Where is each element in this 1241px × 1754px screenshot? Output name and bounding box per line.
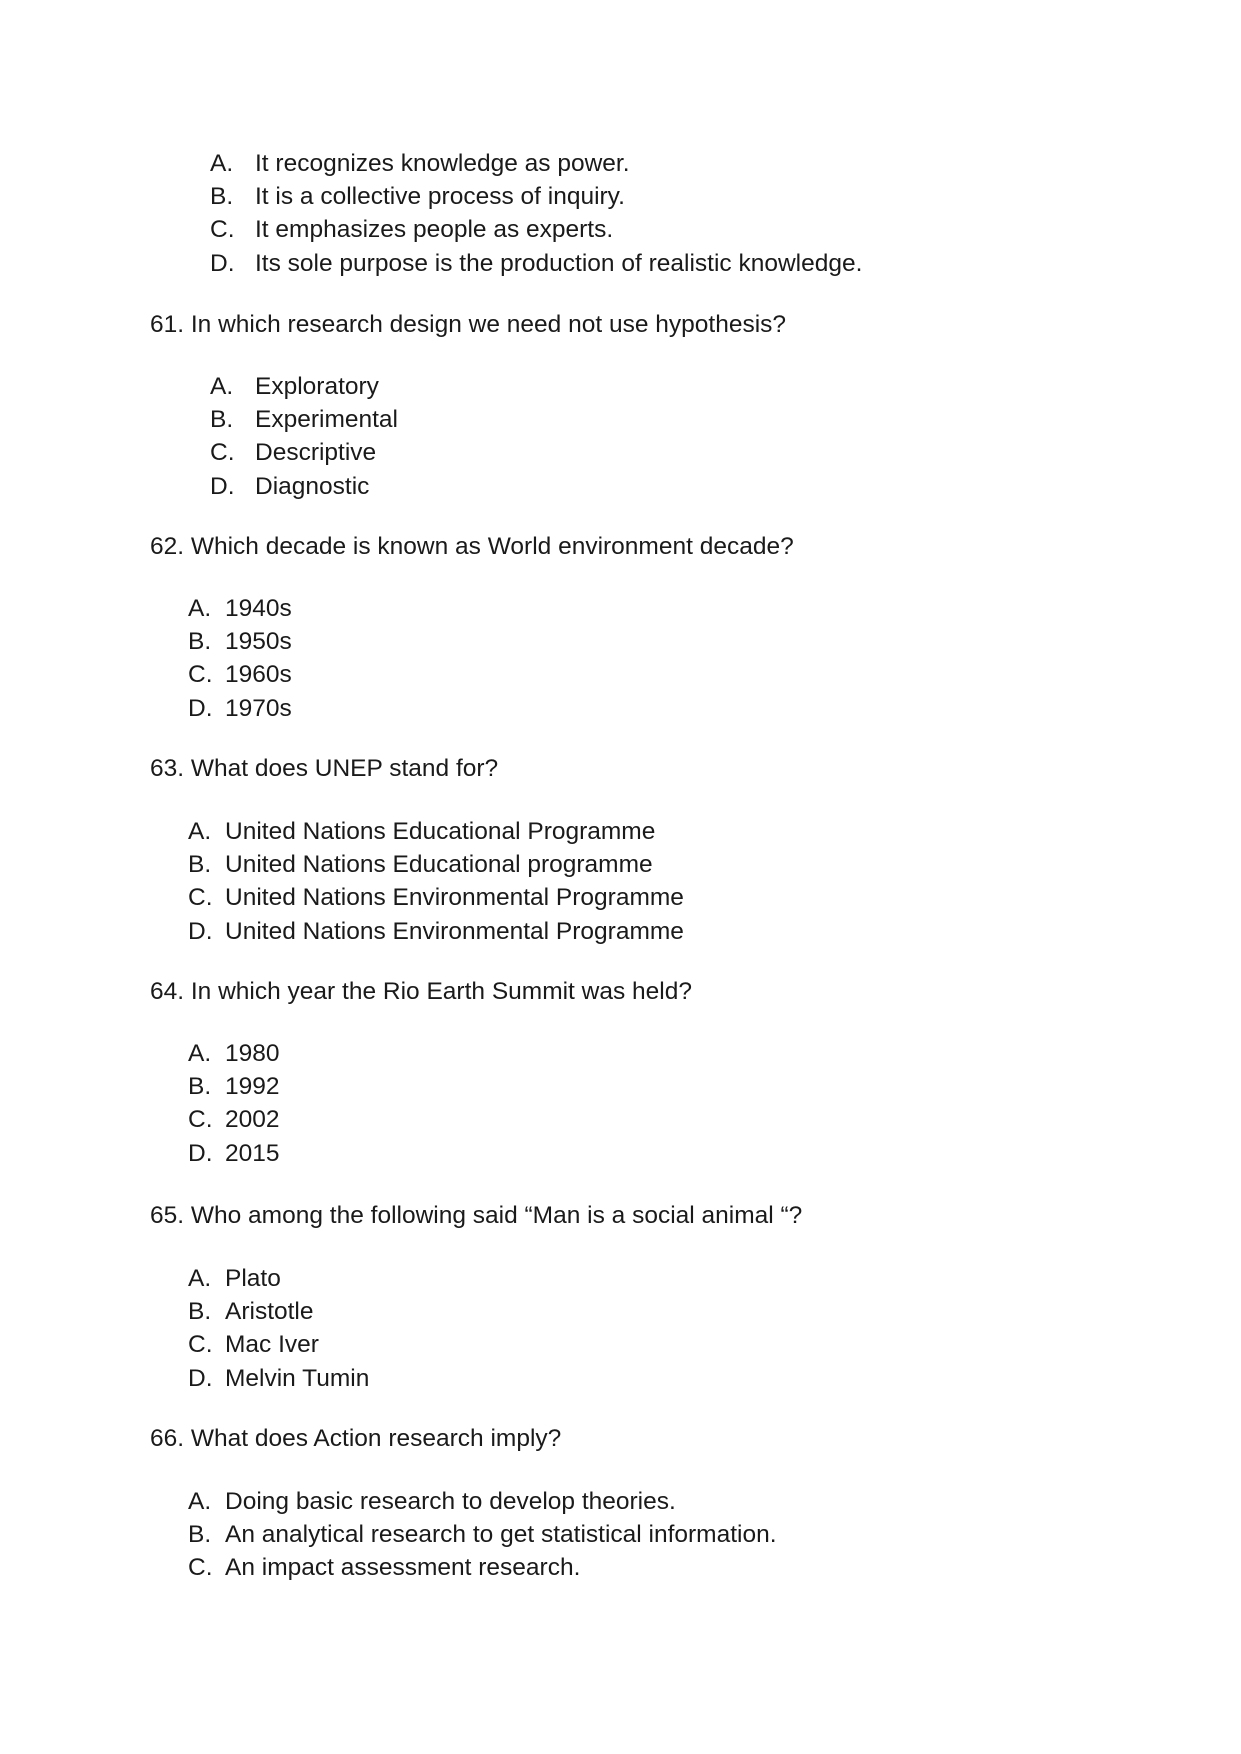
option-a [210,147,862,180]
option-letter: C. [188,661,213,689]
option-letter: A. [210,150,234,177]
option-letter: C. [188,1554,213,1582]
option-letter: A. [188,818,212,845]
question-64 [150,977,692,1007]
option-a [188,592,292,625]
option-d [188,1362,369,1395]
option-letter: A. [188,595,212,622]
options-list [188,815,684,948]
question-text: 64. In which year the Rio Earth Summit was held? [150,978,692,1005]
option-text: Diagnostic [255,472,370,500]
options-list [188,1037,280,1170]
option-text: Descriptive [255,439,377,467]
option-letter: B. [188,851,212,879]
option-text: 1970s [225,694,292,722]
option-a [188,1037,280,1070]
option-text: 1980 [225,1040,280,1067]
options-list [210,147,862,280]
question-text: 63. What does UNEP stand for? [150,755,499,782]
option-letter: C. [210,216,235,244]
option-letter: D. [210,249,235,277]
option-letter: A. [188,1265,212,1292]
option-a [210,370,398,403]
option-letter: D. [188,694,213,722]
option-d [188,915,684,948]
option-letter: B. [188,1298,212,1326]
option-letter: D. [188,917,213,945]
option-text: Plato [225,1265,281,1292]
option-d [188,692,292,725]
option-letter: C. [188,884,213,912]
option-text: Mac Iver [225,1331,319,1359]
option-letter: C. [188,1106,213,1134]
option-c [210,213,862,246]
option-text: It is a collective process of inquiry. [255,183,625,211]
option-text: 1992 [225,1073,280,1101]
option-text: 2015 [225,1139,280,1167]
question-61 [150,310,786,340]
option-text: United Nations Educational Programme [225,818,656,845]
option-letter: B. [210,406,234,434]
option-letter: B. [188,628,212,656]
options-list [188,592,292,725]
question-66 [150,1424,561,1454]
option-letter: D. [188,1139,213,1167]
option-text: United Nations Educational programme [225,851,653,879]
question-63 [150,754,498,784]
option-c [188,881,684,914]
option-b [210,180,862,213]
option-b [188,1518,777,1551]
option-text: 1950s [225,628,292,656]
option-a [188,1485,777,1518]
option-text: 1940s [225,595,292,622]
option-b [188,848,684,881]
option-letter: C. [210,439,235,467]
question-text: 62. Which decade is known as World environment decade? [150,533,794,560]
question-text: 61. In which research design we need not use hypothesis? [150,311,787,338]
option-b [210,403,398,436]
option-text: United Nations Environmental Programme [225,917,684,945]
option-letter: D. [188,1364,213,1392]
option-letter: C. [188,1331,213,1359]
option-text: 1960s [225,661,292,689]
options-list [188,1262,369,1395]
option-text: Experimental [255,406,398,434]
options-list [188,1485,777,1585]
option-text: United Nations Environmental Programme [225,884,684,912]
option-text: Aristotle [225,1298,314,1326]
question-text: 66. What does Action research imply? [150,1425,562,1452]
option-c [188,658,292,691]
option-c [210,436,398,469]
option-text: Its sole purpose is the production of realistic knowledge. [255,249,863,277]
option-letter: B. [188,1073,212,1101]
option-text: It recognizes knowledge as power. [255,150,630,177]
option-c [188,1103,280,1136]
option-text: It emphasizes people as experts. [255,216,614,244]
option-letter: D. [210,472,235,500]
option-d [188,1137,280,1170]
option-b [188,1070,280,1103]
option-letter: A. [188,1488,212,1515]
option-c [188,1328,369,1361]
option-letter: A. [210,373,234,400]
option-a [188,815,684,848]
question-text: 65. Who among the following said “Man is a social animal “? [150,1202,803,1229]
option-letter: B. [210,183,234,211]
options-list [210,370,398,503]
option-d [210,470,398,503]
question-62 [150,532,794,562]
option-a [188,1262,369,1295]
option-letter: A. [188,1040,212,1067]
option-d [210,247,862,280]
option-b [188,1295,369,1328]
option-text: Doing basic research to develop theories. [225,1488,676,1515]
question-65 [150,1201,802,1231]
option-text: Exploratory [255,373,379,400]
option-b [188,625,292,658]
option-text: 2002 [225,1106,280,1134]
option-text: An analytical research to get statistical information. [225,1521,777,1549]
option-c [188,1551,777,1584]
option-text: An impact assessment research. [225,1554,581,1582]
option-letter: B. [188,1521,212,1549]
option-text: Melvin Tumin [225,1364,370,1392]
